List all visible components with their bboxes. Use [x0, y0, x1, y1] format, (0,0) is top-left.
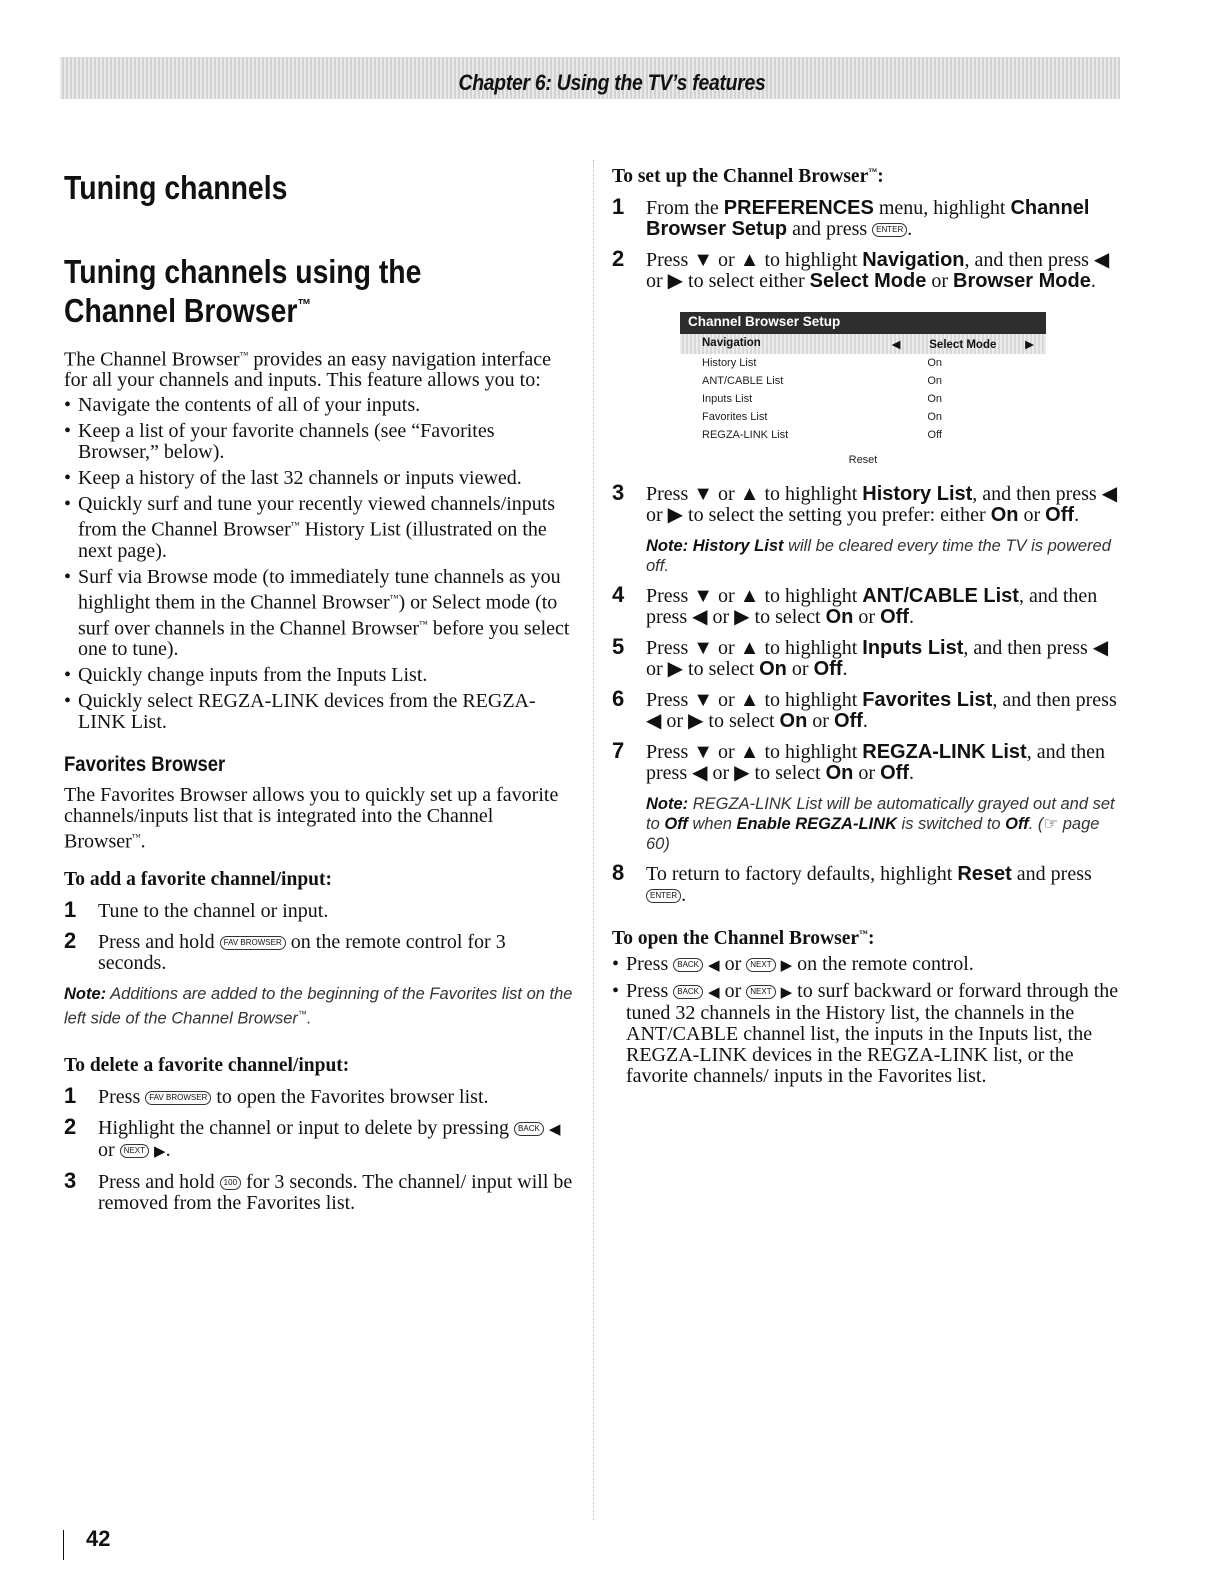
step: 7 Press ▼ or ▲ to highlight REGZA-LINK List, and then press ◀ or ▶ to select On or Off.	[612, 738, 1106, 784]
menu-navigation-row[interactable]	[680, 334, 1046, 354]
right-arrow-icon: ▶	[780, 956, 793, 974]
right-arrow-icon: ▶	[154, 1141, 166, 1160]
fav-browser-button-icon: FAV BROWSER	[145, 1091, 211, 1105]
step: 3 Press ▼ or ▲ to highlight History List, and then press ◀ or ▶ to select the setting you prefer: either On or Off.	[612, 480, 1118, 526]
subsection-title: Tuning channels using the Channel Browser™	[64, 252, 422, 330]
list-item: • Press BACK ◀ or NEXT ▶ on the remote control.	[612, 954, 1122, 976]
list-item: • Navigate the contents of all of your inputs.	[64, 395, 574, 416]
step: 4 Press ▼ or ▲ to highlight ANT/CABLE List, and then press ◀ or ▶ to select On or Off.	[612, 582, 1098, 628]
menu-row[interactable]: ANT/CABLE List On	[702, 375, 942, 387]
setup-heading: To set up the Channel Browser™:	[612, 166, 884, 187]
list-item: • Quickly surf and tune your recently viewed channels/inputs from the Channel Browser™ History List (illustrated on the next page).	[64, 494, 574, 562]
enter-button-icon: ENTER	[872, 223, 907, 237]
menu-row[interactable]: Inputs List On	[702, 393, 942, 405]
list-item: • Press BACK ◀ or NEXT ▶ to surf backward or forward through the tuned 32 channels in the History list, the channels in the ANT/CABLE channel list, the inputs in the Inputs list, the REGZA-LINK devices in the REGZA-LINK list, or the favorite channels/ inputs in the Favorites list.	[612, 981, 1122, 1087]
back-button-icon: BACK	[673, 985, 703, 999]
step: 2 Highlight the channel or input to delete by pressing BACK ◀ or NEXT ▶.	[64, 1113, 561, 1161]
step: 2 Press and hold FAV BROWSER on the remote control for 3 seconds.	[64, 928, 506, 975]
page-reference-icon: ☞	[1043, 815, 1059, 833]
menu-reset-item[interactable]: Reset	[848, 454, 878, 466]
right-arrow-icon: ▶	[780, 983, 793, 1001]
add-note: Note: Additions are added to the beginning of the Favorites list on the left side of the Channel Browser™.	[64, 985, 573, 1028]
setup-steps-more	[612, 582, 1122, 784]
channel-browser-setup-menu	[680, 312, 1046, 466]
right-column	[612, 160, 1122, 1092]
regza-note: Note: REGZA-LINK List will be automatically grayed out and set to Off when Enable REGZA-LINK is switched to Off. (☞ page 60)	[646, 795, 1115, 853]
step: 1 Press FAV BROWSER to open the Favorites browser list.	[64, 1082, 489, 1108]
step: 1 Tune to the channel or input.	[64, 897, 329, 923]
list-item: • Quickly change inputs from the Inputs List.	[64, 665, 574, 686]
back-button-icon: BACK	[673, 958, 703, 972]
section-title: Tuning channels	[64, 169, 288, 206]
open-browser-list	[612, 954, 1122, 1087]
menu-row[interactable]: Favorites List On	[702, 411, 942, 423]
left-arrow-icon: ◀	[548, 1119, 561, 1138]
right-arrow-icon: ▶	[1025, 339, 1034, 351]
setup-steps	[612, 194, 1122, 292]
menu-title: Channel Browser Setup	[680, 312, 1046, 334]
column-divider	[593, 160, 594, 1520]
add-steps	[64, 897, 574, 975]
list-item: • Keep a history of the last 32 channels or inputs viewed.	[64, 468, 574, 489]
favorites-heading: Favorites Browser	[64, 753, 226, 777]
enter-button-icon: ENTER	[646, 889, 681, 903]
add-favorite-heading: To add a favorite channel/input:	[64, 869, 332, 891]
100-button-icon: 100	[220, 1176, 241, 1190]
step: 3 Press and hold 100 for 3 seconds. The channel/ input will be removed from the Favorites list.	[64, 1167, 573, 1214]
step: 5 Press ▼ or ▲ to highlight Inputs List, and then press ◀ or ▶ to select On or Off.	[612, 634, 1109, 680]
step: 8 To return to factory defaults, highlight Reset and press ENTER .	[612, 860, 1092, 906]
list-item: • Quickly select REGZA-LINK devices from the REGZA-LINK List.	[64, 691, 574, 733]
feature-list	[64, 395, 574, 733]
chapter-title: Chapter 6: Using the TV’s features	[458, 70, 766, 95]
left-column	[64, 168, 574, 1224]
setup-steps-final	[612, 860, 1122, 906]
next-button-icon: NEXT	[746, 958, 775, 972]
fav-browser-button-icon: FAV BROWSER	[220, 936, 286, 950]
list-item: • Keep a list of your favorite channels (see “Favorites Browser,” below).	[64, 421, 574, 463]
list-item: • Surf via Browse mode (to immediately tune channels as you highlight them in the Channel Browser™) or Select mode (to surf over channels in the Channel Browser™ before you select one to tune).	[64, 567, 574, 660]
next-button-icon: NEXT	[746, 985, 775, 999]
left-arrow-icon: ◀	[891, 339, 901, 351]
step: 6 Press ▼ or ▲ to highlight Favorites List, and then press ◀ or ▶ to select On or Off.	[612, 686, 1117, 732]
history-note: Note: History List will be cleared every time the TV is powered off.	[646, 537, 1111, 575]
step: 1 From the PREFERENCES menu, highlight Channel Browser Setup and press ENTER .	[612, 194, 1090, 240]
menu-row[interactable]: History List On	[702, 357, 942, 369]
navigation-value: Select Mode	[929, 339, 997, 351]
delete-steps	[64, 1082, 574, 1214]
menu-row[interactable]: REGZA-LINK List Off	[702, 429, 942, 441]
back-button-icon: BACK	[514, 1122, 544, 1136]
navigation-label: Navigation	[702, 337, 761, 349]
delete-favorite-heading: To delete a favorite channel/input:	[64, 1054, 350, 1076]
favorites-paragraph: The Favorites Browser allows you to quickly set up a favorite channels/inputs list that is integrated into the Channel Browser™.	[64, 784, 559, 854]
left-arrow-icon: ◀	[708, 983, 720, 1001]
page-number-bar	[63, 1530, 64, 1560]
page-number: 42	[86, 1526, 111, 1551]
left-arrow-icon: ◀	[708, 956, 720, 974]
next-button-icon: NEXT	[120, 1144, 149, 1158]
intro-paragraph: The Channel Browser™ provides an easy navigation interface for all your channels and inputs. This feature allows you to:	[64, 348, 551, 392]
step: 2 Press ▼ or ▲ to highlight Navigation, and then press ◀ or ▶ to select either Select Mode or Browser Mode.	[612, 246, 1110, 292]
open-browser-heading: To open the Channel Browser™:	[612, 928, 875, 949]
setup-steps-continued	[612, 480, 1122, 526]
